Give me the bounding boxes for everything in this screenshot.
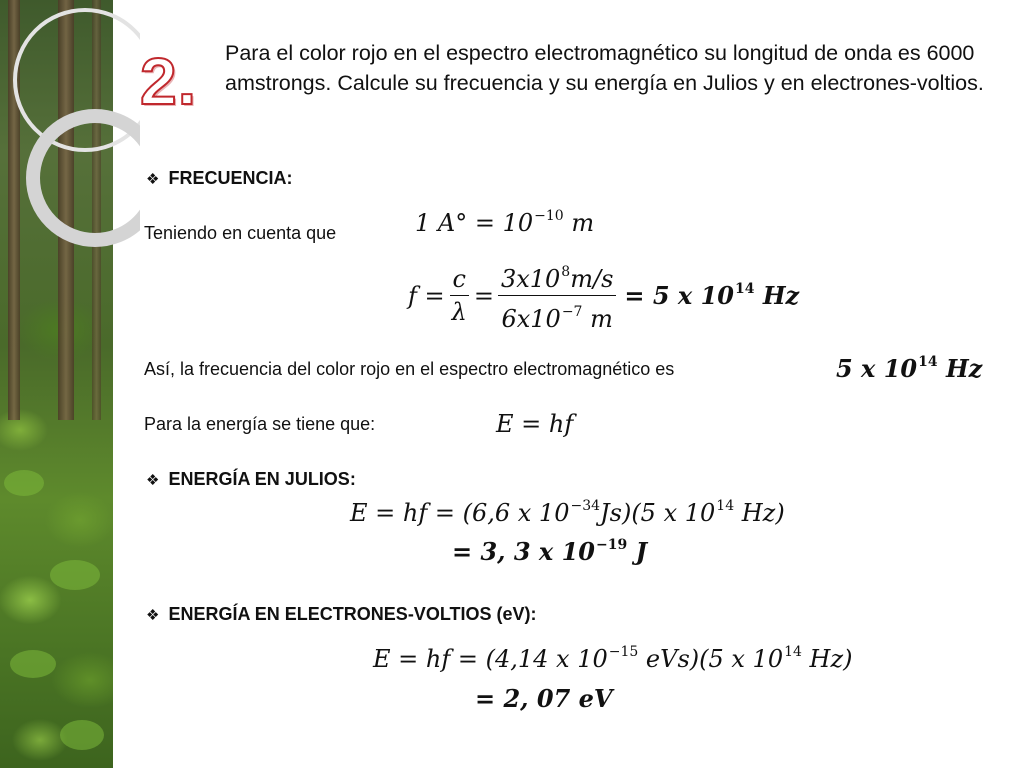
foliage [60,720,104,750]
diamond-bullet-icon: ❖ [146,606,160,624]
frequency-equation: f = $\frac{c}{\lambda}$ = $\frac{3x10^8m/s}{6x10^{-7} m}$ = 5 x $10^{14}$ Hz [408,258,799,333]
joules-equation-line2: = 3, 3 x $10^{-19}$ J [452,537,647,566]
conclusion-text: Así, la frecuencia del color rojo en el espectro electromagnético es [144,359,675,379]
joules-equation-line1: E = hf = (6,6 x $10^{-34}Js)(5$ x $10^{14}$ Hz) [350,498,785,527]
foliage [10,650,56,678]
problem-number: 2. [140,44,198,118]
given-text: Teniendo en cuenta que [144,223,337,243]
diamond-bullet-icon: ❖ [146,170,160,188]
problem-statement: Para el color rojo en el espectro electromagnético su longitud de onda es 6000 amstrongs. Calcule su frecuencia y su energía en Julios y en electrones-voltios. [225,41,984,95]
foliage [50,560,100,590]
fraction-values: $\frac{3x10^8m/s}{6x10^{-7} m}$ [498,258,616,333]
ring-decoration [0,0,140,260]
heading-label: FRECUENCIA: [168,168,293,188]
energy-intro-text: Para la energía se tiene que: [144,414,376,434]
foliage [4,470,44,496]
heading-label: ENERGÍA EN ELECTRONES-VOLTIOS (eV): [168,604,537,624]
section-heading-energy-ev [146,604,536,625]
angstrom-equation: 1 $A^\circ = 10^{-10}$ m [415,208,595,237]
ev-equation-line1: E = hf = (4,14 x $10^{-15}$ eVs)(5 x $10^{14}$ Hz) [373,644,853,673]
frequency-result: 5 x $10^{14}$ Hz [836,354,983,383]
fraction-c-lambda: $\frac{c}{\lambda}$ [449,265,470,326]
energy-equation: E = hf [496,410,574,438]
section-heading-frequency [146,168,292,189]
ev-equation-line2: = 2, 07 eV [475,684,613,713]
section-heading-energy-joules [146,469,356,490]
diamond-bullet-icon: ❖ [146,471,160,489]
heading-label: ENERGÍA EN JULIOS: [168,469,356,489]
